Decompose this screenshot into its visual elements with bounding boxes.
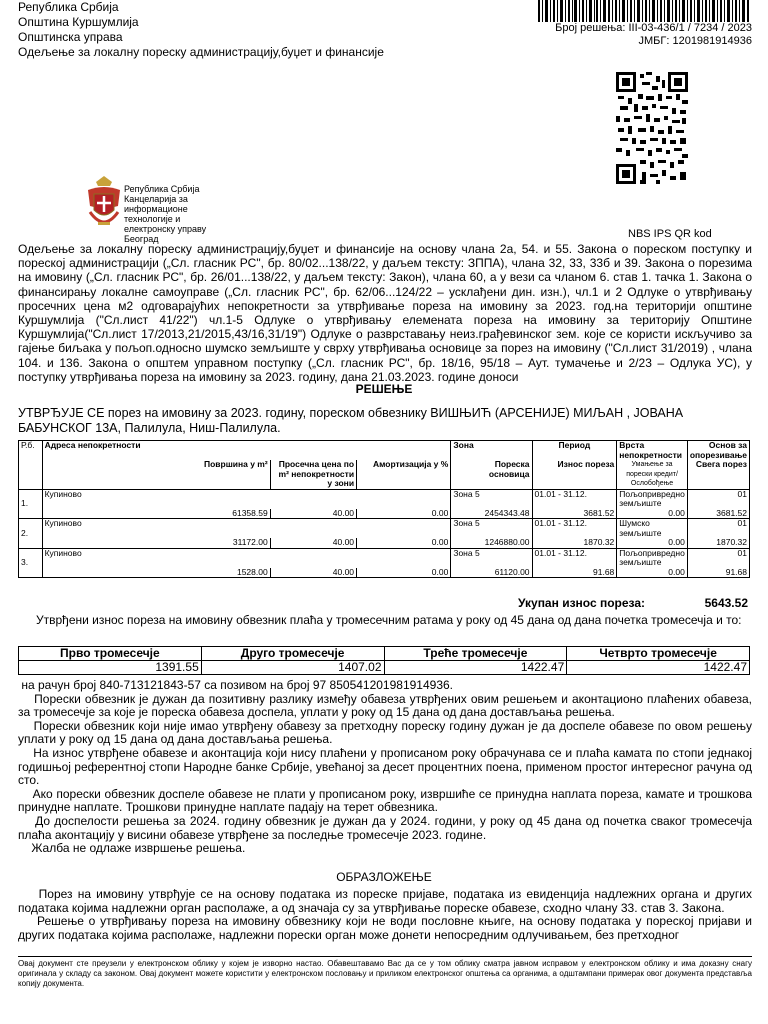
col-area: Површина у m² — [42, 460, 270, 489]
row-zone: Зона 5 — [451, 489, 532, 509]
property-table — [18, 440, 750, 578]
issuer-line: Општина Куршумлија — [18, 15, 139, 29]
row-basis: 01 — [687, 548, 749, 568]
decision-title: РЕШЕЊЕ — [355, 382, 413, 396]
instruction-paragraph: До доспелости решења за 2024. годину обвезник је дужан да у 2024. години, у року од 45 дана од почетка сваког тромесечја плаћа аконтацију у висини обавезе утврђене за последње тромесечје 2023. године. — [18, 813, 756, 842]
row-amortization: 0.00 — [357, 568, 451, 578]
gov-office-block — [124, 184, 234, 244]
legal-basis-text: Одељење за локалну пореску администрацију,буџет и финансије на основу члана 2а, 54. и 55. Закона о пореском поступку и пореској администрацији („Сл. гласник РС", бр. 80/02...138/22, у даљем тексту: ЗППА), члана 32, 33, 33б и 39. Закона о порезима на имовину („Сл. гласник РС", бр. 26/01...138/22, у даљем тексту: Закон), члана 60, а у вези са чланом 6. став 1. тачка 1. Закона о финансирању локалне самоуправе („Сл. гласник РС", бр. 62/06...124/22 – усклађени дин. изн.), чл.1 и 2 Одлуке о утврђивању просечних цена м2 одговарајућих непокретности за утврђивање пореза на имовину за 2023. год.на територији општине Куршумлија ("Сл.лист 41/22") чл.1-5 Одлуке о утврђивању елемената пореза на имовину за територију Општине Куршумлија("Сл.лист 17/2013,21/2015,43/16,31/19") Одлуке о разврставању неиз.грађевинског зем. које се користи искључиво за гајење биљака у пољоп.односно шумско земљиште у сврху утврђивања основице за порез на имовину ("Сл.лист 31/2019) , члана 104. и 136. Закона о општем управном поступку („Сл. гласник РС", бр. 18/16, 95/18 – Аут. тумачење и 2/23 – Одлука УС), у поступку утврђивања пореза на имовину за 2023. годину, дана 21.03.2023. године доноси — [18, 242, 752, 384]
row-avg-price: 40.00 — [270, 509, 356, 519]
coat-of-arms-icon — [86, 176, 122, 232]
barcode-image — [538, 0, 750, 22]
gov-office-line: Београд — [124, 234, 159, 244]
row-area: 31172.00 — [42, 538, 270, 548]
table-row-values — [19, 568, 750, 578]
quarters-value-row — [19, 661, 750, 675]
quarters-table — [18, 646, 750, 675]
total-tax-value: 5643.52 — [704, 596, 748, 610]
qr-label: NBS IPS QR kod — [628, 228, 712, 240]
total-tax-label: Укупан износ пореза: — [518, 596, 646, 610]
table-row-values — [19, 538, 750, 548]
col-address: Адреса непокретности — [42, 441, 451, 461]
row-basis: 01 — [687, 489, 749, 509]
row-avg-price: 40.00 — [270, 568, 356, 578]
row-relief: 0.00 — [617, 509, 688, 519]
instruction-paragraph: Порески обвезник је дужан да позитивну разлику између обавеза утврђених овим решењем и аконтационо плаћених обавеза, за тромесечје за које је пореска обавеза доспела, уплати у року од 15 дана од дана достављања решења. — [18, 691, 756, 720]
col-amortization: Амортизација у % — [357, 460, 451, 489]
col-relief: Умањење за порески кредит/Ослобођење — [617, 460, 688, 489]
gov-office-line: Република Србија — [124, 184, 200, 194]
issuer-line: Одељење за локалну пореску администрацију,буџет и финансије — [18, 45, 384, 59]
col-period: Период — [532, 441, 617, 461]
qr-code-image — [616, 72, 688, 184]
row-basis: 01 — [687, 519, 749, 539]
row-tax-base: 2454343.48 — [451, 509, 532, 519]
row-amortization: 0.00 — [357, 538, 451, 548]
row-tax-amount: 1870.32 — [532, 538, 617, 548]
table-row — [19, 548, 750, 568]
explanation-paragraph: Порез на имовину утврђује се на основу података из пореске пријаве, података из евиденција надлежних органа и других података којима надлежни орган располаже, а од значаја су за утврђивање пореске обавезе, сходно члану 33. став 3. Закона. — [18, 887, 756, 915]
quarters-header-row — [19, 647, 750, 661]
quarter-label: Прво тромесечје — [19, 647, 202, 661]
payment-account: на рачун број 840-713121843-57 са позивом на број 97 850541201981914936. — [18, 678, 454, 692]
col-tax-amount: Износ пореза — [532, 460, 617, 489]
row-zone: Зона 5 — [451, 519, 532, 539]
col-type: Врста непокретности — [617, 441, 688, 461]
explanation-text — [18, 887, 756, 942]
row-number: 1. — [19, 489, 43, 519]
col-avg-price: Просечна цена по m² непокретности у зони — [270, 460, 356, 489]
table-row — [19, 489, 750, 509]
row-period: 01.01 - 31.12. — [532, 489, 617, 509]
quarter-value: 1407.02 — [201, 661, 384, 675]
instruction-paragraph: На износ утврђене обавезе и аконтација који нису плаћени у прописаном року обрачунава се и плаћа камата по стопи једнакој годишњој референтној стопи Народне банке Србије, увећаној за десет процентних поена, применом простог интересног рачуна од сто. — [18, 745, 756, 788]
jmbg: ЈМБГ: 1201981914936 — [638, 35, 752, 47]
table-header-row — [19, 441, 750, 461]
row-relief: 0.00 — [617, 568, 688, 578]
row-relief: 0.00 — [617, 538, 688, 548]
instruction-paragraph: Ако порески обвезник доспеле обавезе не плати у прописаном року, извршиће се принудна наплата пореза, камате и трошкова принудне наплате. Трошкови принудне наплате падају на терет обвезника. — [18, 786, 756, 815]
quarter-label: Друго тромесечје — [201, 647, 384, 661]
quarter-label: Треће тромесечје — [384, 647, 567, 661]
instruction-paragraph: Порески обвезник који није имао утврђену обавезу за претходну пореску годину дужан је да доспеле обавезе по овом решењу уплати у року од 15 дана од дана достављања решења. — [18, 718, 756, 747]
issuer-line: Република Србија — [18, 0, 119, 14]
row-period: 01.01 - 31.12. — [532, 519, 617, 539]
installments-text: Утврђени износ пореза на имовину обвезник плаћа у тромесечним ратама у року од 45 дана од дана почетка тромесечја и то: — [36, 613, 742, 627]
row-amortization: 0.00 — [357, 509, 451, 519]
row-tax-amount: 91.68 — [532, 568, 617, 578]
document-number: Број решења: III-03-436/1 / 7234 / 2023 — [555, 22, 752, 34]
row-type: Пољопривредно земљиште — [617, 548, 688, 568]
issuer-header — [18, 0, 384, 60]
document-number-block — [555, 22, 752, 48]
col-basis: Основ за опорезивање — [687, 441, 749, 461]
table-row — [19, 519, 750, 539]
row-avg-price: 40.00 — [270, 538, 356, 548]
gov-office-line: Канцеларија за — [124, 194, 188, 204]
electronic-document-footer: Овај документ сте преузели у електронском облику у којем је изворно настао. Обавештавамо Вас да се у том облику сматра јавном исправом у електронском облику и има доказну снагу оригинала у складу са законом. Овај документ можете користити у електронском пословању и приликом електронског општења са органима, а одштампани примерак овог документа представља копију документа. — [18, 956, 752, 989]
row-total-tax: 1870.32 — [687, 538, 749, 548]
quarter-label: Четврто тромесечје — [567, 647, 750, 661]
gov-office-line: технологије и — [124, 214, 181, 224]
gov-office-line: електронску управу — [124, 224, 207, 234]
row-address: Купиново — [42, 548, 451, 568]
row-total-tax: 91.68 — [687, 568, 749, 578]
row-total-tax: 3681.52 — [687, 509, 749, 519]
decision-text: УТВРЂУЈЕ СЕ порез на имовину за 2023. годину, пореском обвезнику ВИШЊИЋ (АРСЕНИЈЕ) МИЉАН , ЈОВАНА БАБУНСКОГ 13А, Палилула, Ниш-Палилула. — [18, 406, 684, 435]
appeal-note: Жалба не одлаже извршење решења. — [18, 841, 246, 856]
row-tax-base: 61120.00 — [451, 568, 532, 578]
issuer-line: Општинска управа — [18, 30, 123, 44]
explanation-paragraph: Решење о утврђивању пореза на имовину обвезнику који не води пословне књиге, на основу података у пореској пријави и других података којима располаже, надлежни порески орган може донети непосредним одлучивањем, без претходног — [18, 914, 756, 942]
payment-instructions — [18, 678, 756, 856]
quarter-value: 1391.55 — [19, 661, 202, 675]
quarter-value: 1422.47 — [567, 661, 750, 675]
row-zone: Зона 5 — [451, 548, 532, 568]
row-number: 3. — [19, 548, 43, 578]
row-address: Купиново — [42, 519, 451, 539]
row-address: Купиново — [42, 489, 451, 509]
gov-office-line: информационе — [124, 204, 188, 214]
col-tax-base: Пореска основица — [451, 460, 532, 489]
row-type: Пољопривредно земљиште — [617, 489, 688, 509]
table-subheader-row — [19, 460, 750, 489]
col-zone: Зона — [451, 441, 532, 461]
row-number: 2. — [19, 519, 43, 549]
row-type: Шумско земљиште — [617, 519, 688, 539]
col-rb: Р.б. — [19, 441, 43, 461]
table-row-values — [19, 509, 750, 519]
row-area: 1528.00 — [42, 568, 270, 578]
quarter-value: 1422.47 — [384, 661, 567, 675]
explanation-title: ОБРАЗЛОЖЕЊЕ — [336, 870, 432, 884]
row-period: 01.01 - 31.12. — [532, 548, 617, 568]
row-tax-amount: 3681.52 — [532, 509, 617, 519]
row-area: 61358.59 — [42, 509, 270, 519]
row-tax-base: 1246880.00 — [451, 538, 532, 548]
col-total-tax: Свега порез — [687, 460, 749, 489]
